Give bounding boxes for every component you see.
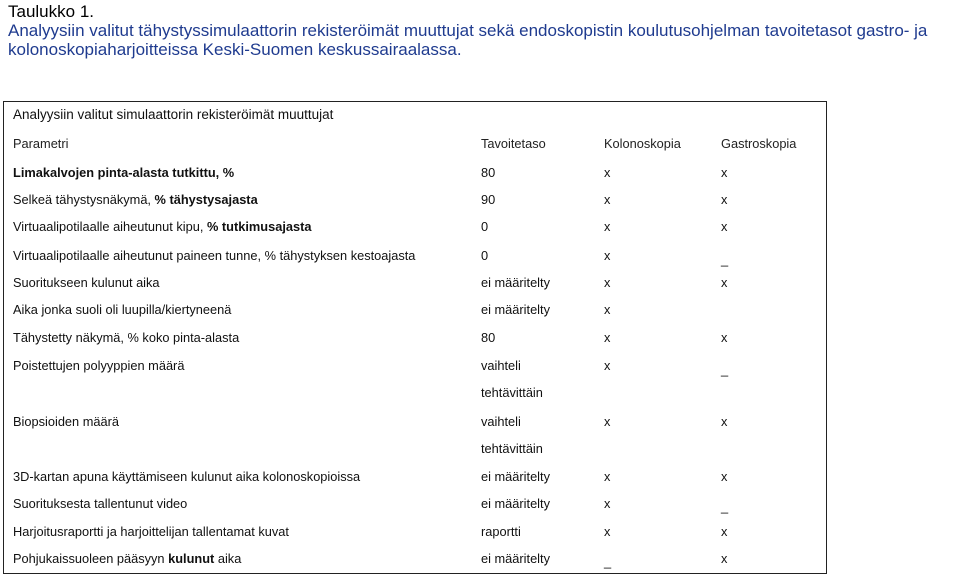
row-gastroscopy: x (721, 219, 728, 234)
data-table (3, 101, 827, 574)
row-parameter: Virtuaalipotilaalle aiheutunut paineen tunne, % tähystyksen kestoajasta (13, 248, 416, 263)
header-gastroscopy: Gastroskopia (721, 136, 797, 151)
row-gastroscopy: x (721, 524, 728, 539)
row-parameter: Limakalvojen pinta-alasta tutkittu, % (13, 165, 235, 180)
caption-label: Taulukko 1. (8, 2, 94, 21)
row-parameter-emphasis: % tähystysajasta (154, 192, 258, 207)
row-gastroscopy: x (721, 192, 728, 207)
row-colonoscopy: x (604, 302, 611, 317)
row-target: 90 (481, 192, 496, 207)
row-colonoscopy: x (604, 330, 611, 345)
row-gastroscopy: x (721, 551, 728, 566)
row-parameter: Harjoitusraportti ja harjoittelijan tallentamat kuvat (13, 524, 289, 539)
row-parameter: Suoritukseen kulunut aika (13, 275, 160, 290)
row-colonoscopy: x (604, 275, 611, 290)
row-target: ei määritelty (481, 551, 550, 566)
row-gastroscopy: x (721, 469, 728, 484)
row-gastroscopy: _ (721, 362, 729, 377)
row-colonoscopy: x (604, 248, 611, 263)
row-parameter: Tähystetty näkymä, % koko pinta-alasta (13, 330, 240, 345)
table-title: Analyysiin valitut simulaattorin rekisteröimät muuttujat (13, 107, 334, 122)
row-colonoscopy: x (604, 192, 611, 207)
row-target: 0 (481, 248, 489, 263)
row-gastroscopy: _ (721, 499, 729, 514)
row-colonoscopy: _ (604, 554, 612, 569)
row-colonoscopy: x (604, 524, 611, 539)
row-parameter: Biopsioiden määrä (13, 414, 119, 429)
row-gastroscopy: _ (721, 252, 729, 267)
row-target-continued: tehtävittäin (481, 385, 543, 400)
row-colonoscopy: x (604, 496, 611, 511)
row-colonoscopy: x (604, 358, 611, 373)
row-gastroscopy: x (721, 275, 728, 290)
row-colonoscopy: x (604, 469, 611, 484)
table-caption (8, 2, 956, 59)
row-target: ei määritelty (481, 496, 550, 511)
row-parameter-emphasis: % tutkimusajasta (206, 219, 312, 234)
header-parameter: Parametri (13, 136, 69, 151)
row-parameter-text: Virtuaalipotilaalle aiheutunut kipu, (13, 219, 207, 234)
header-colonoscopy: Kolonoskopia (604, 136, 681, 151)
row-gastroscopy: x (721, 330, 728, 345)
caption-text: Analyysiin valitut tähystyssimulaattorin rekisteröimät muuttujat sekä endoskopistin koulutusohjelman tavoitetasot gastro- ja kolonoskopiaharjoitteissa Keski-Suomen keskussairaalassa. (8, 21, 928, 59)
table-row (4, 352, 826, 406)
row-parameter (13, 213, 312, 240)
row-colonoscopy: x (604, 219, 611, 234)
row-target: 0 (481, 219, 489, 234)
row-parameter: 3D-kartan apuna käyttämiseen kulunut aika kolonoskopioissa (13, 469, 361, 484)
row-parameter (13, 186, 258, 213)
row-parameter-text: Selkeä tähystysnäkymä, (13, 192, 155, 207)
row-target: raportti (481, 524, 521, 539)
row-target: vaihteli (481, 414, 521, 429)
header-target: Tavoitetaso (481, 136, 546, 151)
row-gastroscopy: x (721, 165, 728, 180)
row-target-continued: tehtävittäin (481, 441, 543, 456)
row-parameter (13, 545, 241, 572)
row-target: ei määritelty (481, 469, 550, 484)
row-parameter-emphasis: kulunut (168, 551, 215, 566)
table-row (4, 408, 826, 462)
row-colonoscopy: x (604, 414, 611, 429)
row-parameter-text: Pohjukaissuoleen pääsyyn (13, 551, 169, 566)
row-parameter: Suorituksesta tallentunut video (13, 496, 188, 511)
row-gastroscopy: x (721, 414, 728, 429)
row-target: 80 (481, 330, 496, 345)
row-parameter: Aika jonka suoli oli luupilla/kiertyneenä (13, 302, 232, 317)
row-colonoscopy: x (604, 165, 611, 180)
row-target: vaihteli (481, 358, 521, 373)
row-target: ei määritelty (481, 275, 550, 290)
row-target: ei määritelty (481, 302, 550, 317)
row-target: 80 (481, 165, 496, 180)
row-parameter-suffix: aika (214, 551, 242, 566)
row-parameter: Poistettujen polyyppien määrä (13, 358, 185, 373)
